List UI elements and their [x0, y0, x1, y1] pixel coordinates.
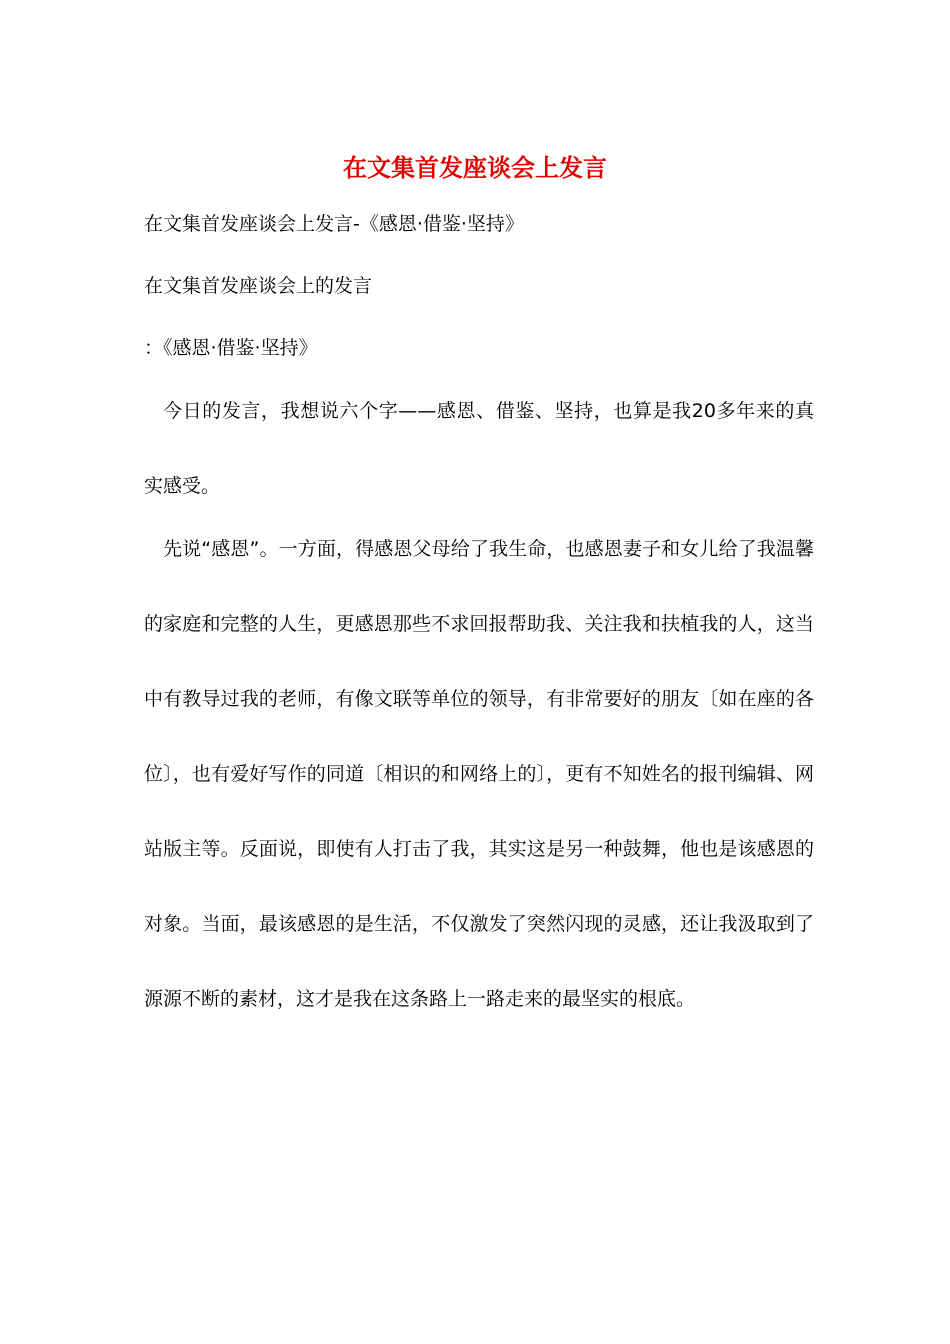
subtitle-line-1: 在文集首发座谈会上发言-《感恩·借鉴·坚持》	[144, 213, 524, 235]
paragraph-intro: 今日的发言，我想说六个字——感恩、借鉴、坚持，也算是我20多年来的真实感受。	[144, 400, 814, 497]
subtitle-line-2: 在文集首发座谈会上的发言	[144, 275, 373, 297]
subtitle-line-3: ：《感恩·借鉴·坚持》	[144, 337, 318, 359]
document-title: 在文集首发座谈会上发言	[343, 153, 607, 182]
paragraph-gratitude: 先说“感恩”。一方面，得感恩父母给了我生命，也感恩妻子和女儿给了我温馨的家庭和完整的人生，更感恩那些不求回报帮助我、关注我和扶植我的人，这当中有教导过我的老师，有像文联等单位的领导，有非常要好的朋友〔如在座的各位〕，也有爱好写作的同道〔相识的和网络上的〕，更有不知姓名的报刊编辑、网站版主等。反面说，即使有人打击了我，其实这是另一种鼓舞，他也是该感恩的对象。当面，最该感恩的是生活，不仅激发了突然闪现的灵感，还让我汲取到了源源不断的素材，这才是我在这条路上一路走来的最坚实的根底。	[144, 538, 814, 1010]
